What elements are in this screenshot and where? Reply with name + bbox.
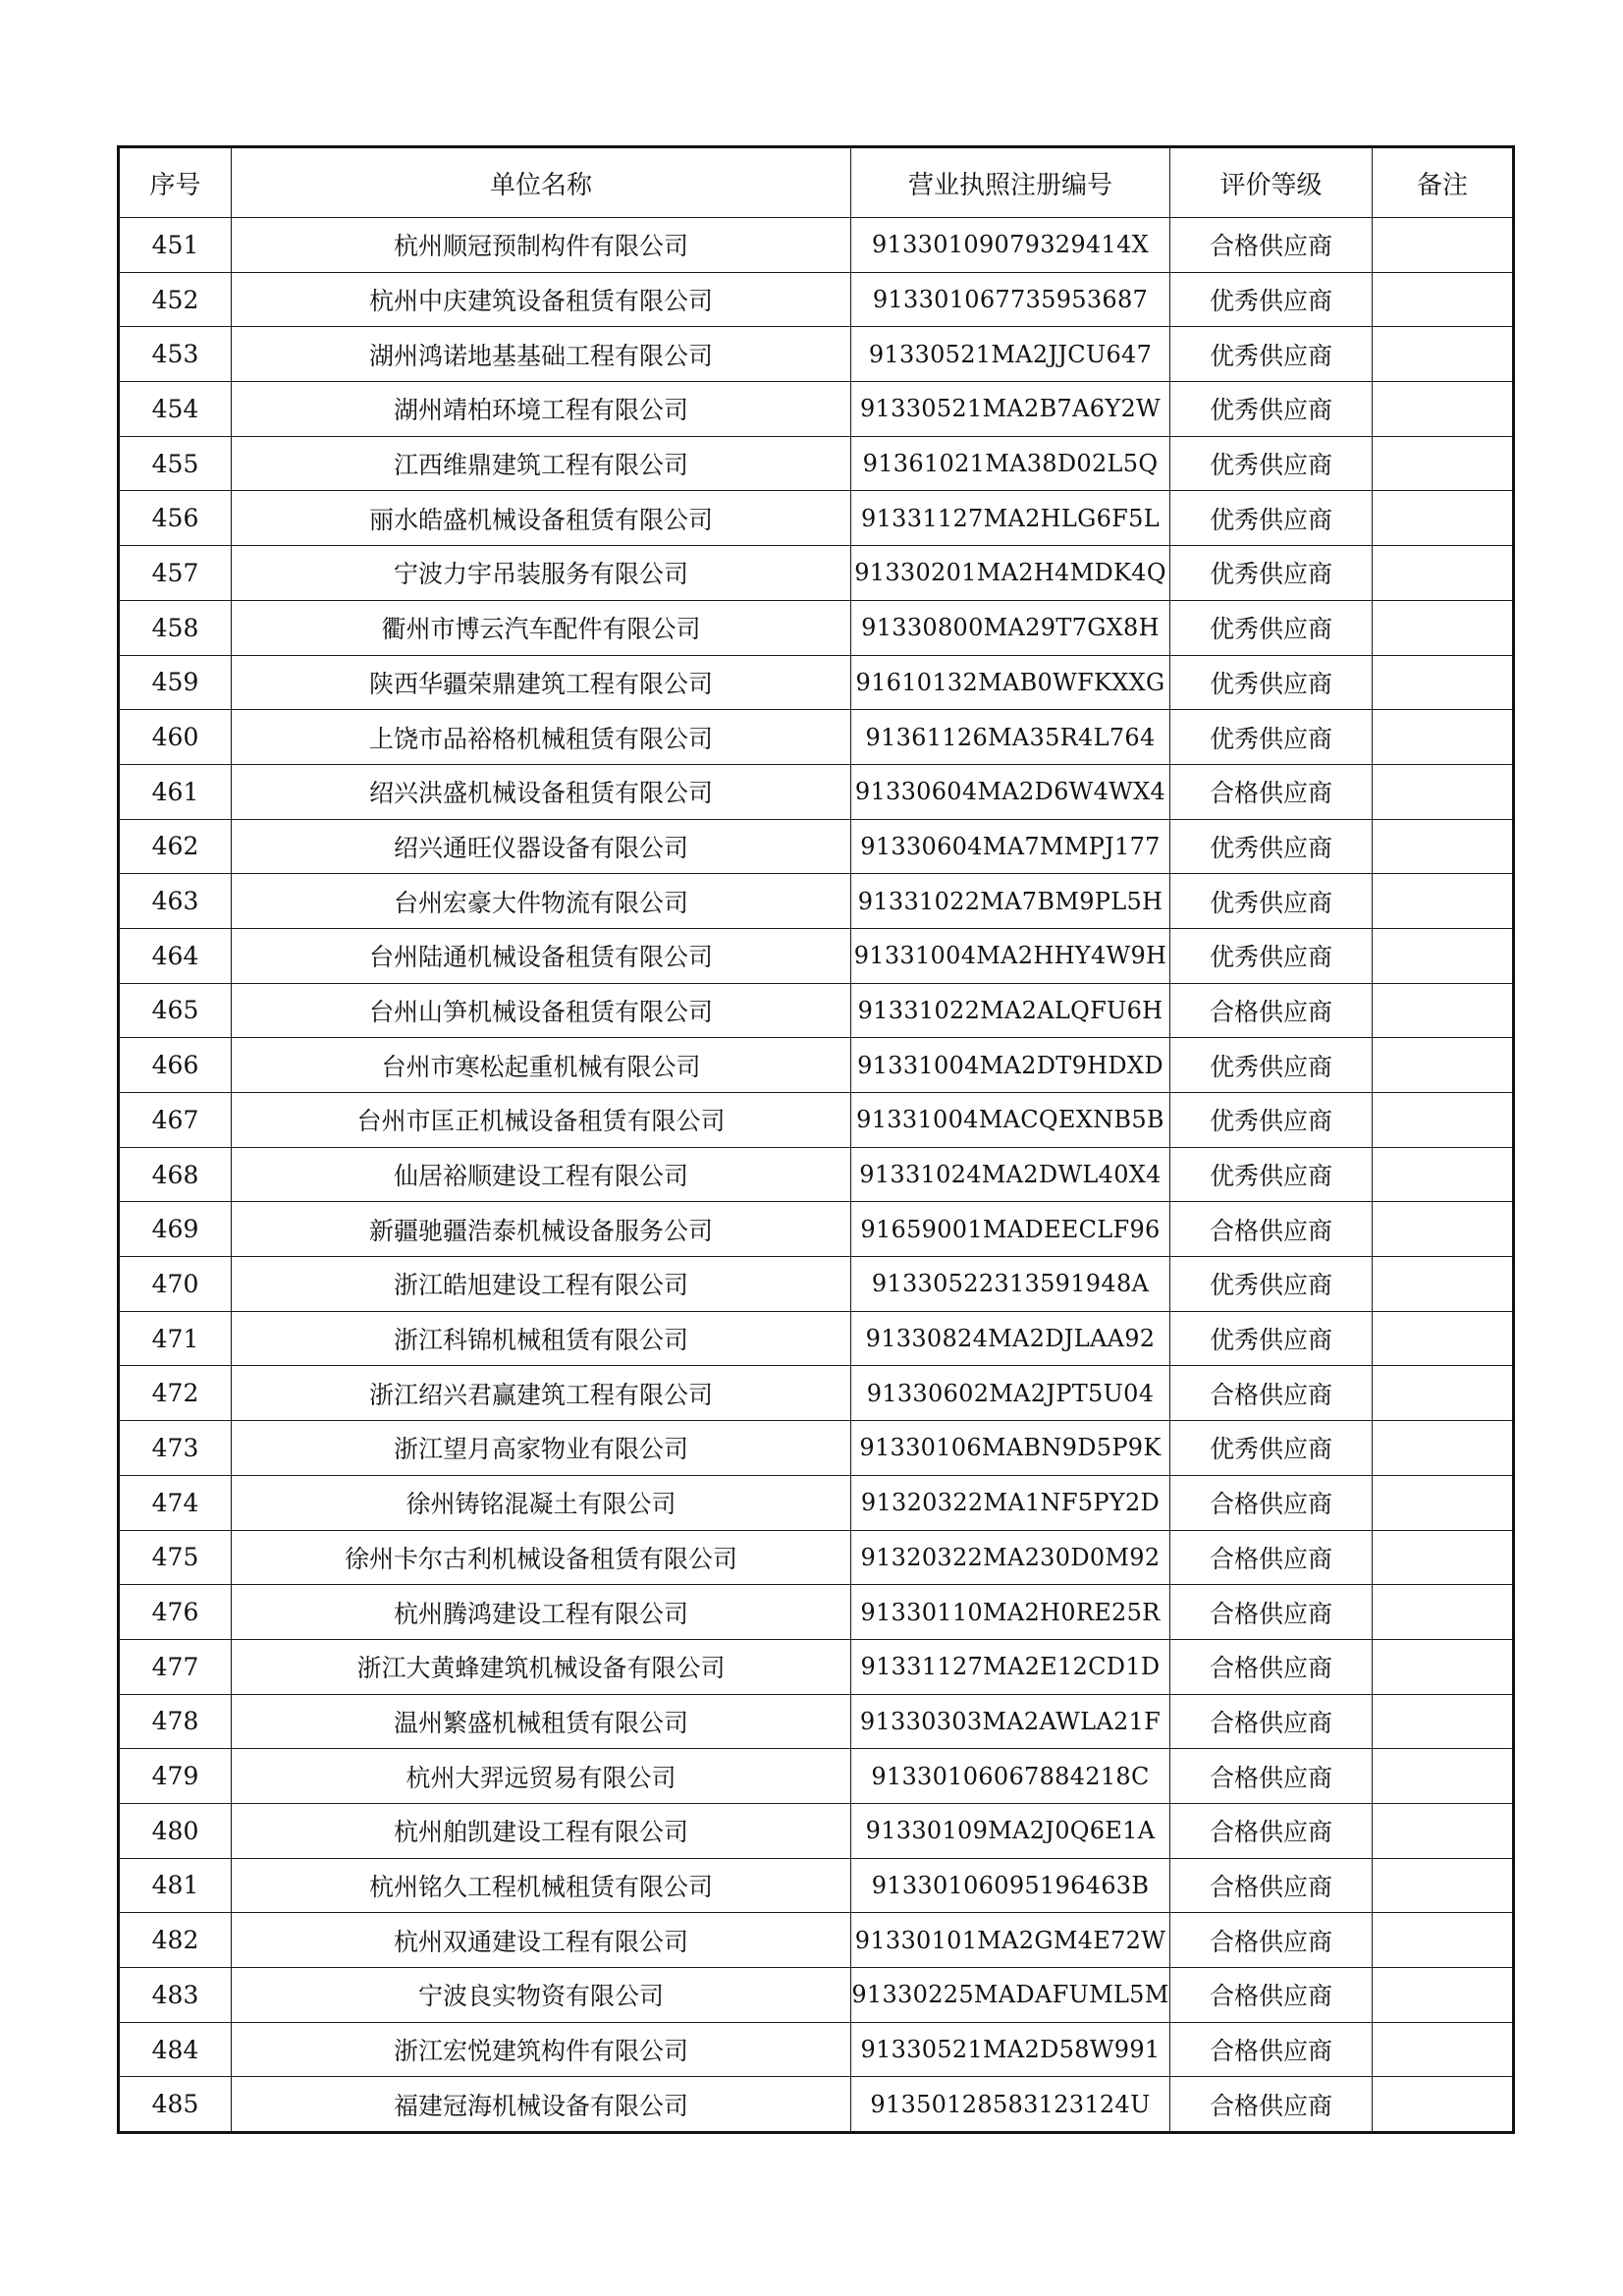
cell-index: 451 — [119, 218, 232, 273]
table-body — [119, 218, 1514, 2133]
table-row — [119, 327, 1514, 382]
cell-license-number: 91330106067884218C — [851, 1749, 1170, 1804]
table-row — [119, 436, 1514, 491]
cell-company-name: 新疆驰疆浩泰机械设备服务公司 — [232, 1202, 851, 1257]
table-row — [119, 874, 1514, 929]
cell-remarks — [1373, 1421, 1514, 1476]
cell-company-name: 湖州鸿诺地基基础工程有限公司 — [232, 327, 851, 382]
cell-remarks — [1373, 655, 1514, 710]
table-row — [119, 1038, 1514, 1093]
table-row — [119, 1257, 1514, 1312]
cell-remarks — [1373, 1585, 1514, 1640]
cell-grade: 合格供应商 — [1170, 1475, 1373, 1530]
cell-grade: 合格供应商 — [1170, 1530, 1373, 1585]
cell-license-number: 91330303MA2AWLA21F — [851, 1694, 1170, 1749]
cell-grade: 优秀供应商 — [1170, 874, 1373, 929]
cell-remarks — [1373, 1749, 1514, 1804]
cell-remarks — [1373, 1530, 1514, 1585]
cell-grade: 合格供应商 — [1170, 1585, 1373, 1640]
cell-company-name: 杭州大羿远贸易有限公司 — [232, 1749, 851, 1804]
cell-license-number: 91330101MA2GM4E72W — [851, 1913, 1170, 1968]
header-index: 序号 — [119, 147, 232, 218]
cell-grade: 合格供应商 — [1170, 1694, 1373, 1749]
cell-company-name: 绍兴洪盛机械设备租赁有限公司 — [232, 764, 851, 819]
cell-index: 463 — [119, 874, 232, 929]
header-name: 单位名称 — [232, 147, 851, 218]
cell-index: 484 — [119, 2022, 232, 2077]
cell-remarks — [1373, 1147, 1514, 1202]
table-row — [119, 1968, 1514, 2023]
cell-company-name: 丽水皓盛机械设备租赁有限公司 — [232, 491, 851, 546]
cell-grade: 合格供应商 — [1170, 218, 1373, 273]
cell-remarks — [1373, 1366, 1514, 1421]
cell-license-number: 91330522313591948A — [851, 1257, 1170, 1312]
cell-license-number: 91330604MA2D6W4WX4 — [851, 764, 1170, 819]
cell-license-number: 91361021MA38D02L5Q — [851, 436, 1170, 491]
cell-remarks — [1373, 1038, 1514, 1093]
table-row — [119, 1803, 1514, 1858]
table-header — [119, 147, 1514, 218]
table-row — [119, 1475, 1514, 1530]
cell-grade: 合格供应商 — [1170, 1366, 1373, 1421]
cell-remarks — [1373, 1202, 1514, 1257]
cell-grade: 优秀供应商 — [1170, 1311, 1373, 1366]
cell-license-number: 91331004MA2HHY4W9H — [851, 928, 1170, 983]
cell-license-number: 91331127MA2E12CD1D — [851, 1639, 1170, 1694]
cell-index: 455 — [119, 436, 232, 491]
cell-index: 462 — [119, 819, 232, 874]
header-license: 营业执照注册编号 — [851, 147, 1170, 218]
table-row — [119, 491, 1514, 546]
cell-grade: 合格供应商 — [1170, 983, 1373, 1038]
cell-grade: 合格供应商 — [1170, 2077, 1373, 2133]
cell-company-name: 台州山笋机械设备租赁有限公司 — [232, 983, 851, 1038]
cell-index: 468 — [119, 1147, 232, 1202]
cell-license-number: 91610132MAB0WFKXXG — [851, 655, 1170, 710]
cell-license-number: 91331004MACQEXNB5B — [851, 1093, 1170, 1148]
cell-remarks — [1373, 1803, 1514, 1858]
cell-license-number: 91330201MA2H4MDK4Q — [851, 546, 1170, 601]
cell-remarks — [1373, 1475, 1514, 1530]
table-row — [119, 1749, 1514, 1804]
table-row — [119, 272, 1514, 327]
header-grade: 评价等级 — [1170, 147, 1373, 218]
table-row — [119, 1639, 1514, 1694]
cell-grade: 合格供应商 — [1170, 1913, 1373, 1968]
cell-company-name: 台州陆通机械设备租赁有限公司 — [232, 928, 851, 983]
table-row — [119, 1421, 1514, 1476]
cell-remarks — [1373, 1257, 1514, 1312]
cell-index: 474 — [119, 1475, 232, 1530]
cell-index: 485 — [119, 2077, 232, 2133]
table-row — [119, 928, 1514, 983]
cell-grade: 优秀供应商 — [1170, 272, 1373, 327]
cell-remarks — [1373, 874, 1514, 929]
cell-grade: 合格供应商 — [1170, 1858, 1373, 1913]
cell-license-number: 91331022MA7BM9PL5H — [851, 874, 1170, 929]
cell-index: 466 — [119, 1038, 232, 1093]
cell-index: 452 — [119, 272, 232, 327]
cell-index: 471 — [119, 1311, 232, 1366]
cell-remarks — [1373, 710, 1514, 765]
cell-license-number: 91330106095196463B — [851, 1858, 1170, 1913]
cell-company-name: 徐州卡尔古利机械设备租赁有限公司 — [232, 1530, 851, 1585]
cell-company-name: 衢州市博云汽车配件有限公司 — [232, 600, 851, 655]
cell-grade: 优秀供应商 — [1170, 1257, 1373, 1312]
table-row — [119, 1202, 1514, 1257]
table-row — [119, 819, 1514, 874]
cell-index: 461 — [119, 764, 232, 819]
cell-remarks — [1373, 764, 1514, 819]
cell-license-number: 913301067735953687 — [851, 272, 1170, 327]
cell-index: 477 — [119, 1639, 232, 1694]
cell-license-number: 91330824MA2DJLAA92 — [851, 1311, 1170, 1366]
cell-grade: 优秀供应商 — [1170, 327, 1373, 382]
cell-license-number: 91330225MADAFUML5M — [851, 1968, 1170, 2023]
cell-remarks — [1373, 218, 1514, 273]
cell-grade: 合格供应商 — [1170, 1803, 1373, 1858]
cell-company-name: 浙江绍兴君赢建筑工程有限公司 — [232, 1366, 851, 1421]
cell-license-number: 91330604MA7MMPJ177 — [851, 819, 1170, 874]
cell-grade: 合格供应商 — [1170, 1202, 1373, 1257]
cell-remarks — [1373, 2077, 1514, 2133]
header-remarks: 备注 — [1373, 147, 1514, 218]
cell-remarks — [1373, 272, 1514, 327]
supplier-table — [117, 145, 1515, 2134]
cell-index: 458 — [119, 600, 232, 655]
table-row — [119, 1530, 1514, 1585]
cell-remarks — [1373, 1694, 1514, 1749]
cell-grade: 优秀供应商 — [1170, 600, 1373, 655]
cell-license-number: 91330110MA2H0RE25R — [851, 1585, 1170, 1640]
table-row — [119, 983, 1514, 1038]
cell-index: 467 — [119, 1093, 232, 1148]
cell-grade: 合格供应商 — [1170, 2022, 1373, 2077]
cell-company-name: 绍兴通旺仪器设备有限公司 — [232, 819, 851, 874]
table-row — [119, 1858, 1514, 1913]
cell-index: 480 — [119, 1803, 232, 1858]
table-row — [119, 1366, 1514, 1421]
cell-company-name: 浙江宏悦建筑构件有限公司 — [232, 2022, 851, 2077]
cell-grade: 优秀供应商 — [1170, 436, 1373, 491]
cell-company-name: 浙江皓旭建设工程有限公司 — [232, 1257, 851, 1312]
cell-index: 456 — [119, 491, 232, 546]
cell-remarks — [1373, 546, 1514, 601]
cell-index: 483 — [119, 1968, 232, 2023]
cell-company-name: 陕西华疆荣鼎建筑工程有限公司 — [232, 655, 851, 710]
cell-license-number: 91320322MA1NF5PY2D — [851, 1475, 1170, 1530]
cell-grade: 优秀供应商 — [1170, 1147, 1373, 1202]
cell-license-number: 91331127MA2HLG6F5L — [851, 491, 1170, 546]
cell-grade: 优秀供应商 — [1170, 819, 1373, 874]
cell-index: 460 — [119, 710, 232, 765]
cell-remarks — [1373, 436, 1514, 491]
table-row — [119, 218, 1514, 273]
cell-license-number: 91361126MA35R4L764 — [851, 710, 1170, 765]
cell-grade: 合格供应商 — [1170, 1749, 1373, 1804]
cell-company-name: 杭州舶凯建设工程有限公司 — [232, 1803, 851, 1858]
cell-grade: 优秀供应商 — [1170, 710, 1373, 765]
cell-grade: 优秀供应商 — [1170, 1421, 1373, 1476]
cell-index: 476 — [119, 1585, 232, 1640]
cell-company-name: 杭州顺冠预制构件有限公司 — [232, 218, 851, 273]
table-row — [119, 2022, 1514, 2077]
table-row — [119, 655, 1514, 710]
cell-company-name: 福建冠海机械设备有限公司 — [232, 2077, 851, 2133]
cell-company-name: 浙江大黄蜂建筑机械设备有限公司 — [232, 1639, 851, 1694]
cell-remarks — [1373, 1968, 1514, 2023]
cell-company-name: 宁波良实物资有限公司 — [232, 1968, 851, 2023]
cell-company-name: 台州市匡正机械设备租赁有限公司 — [232, 1093, 851, 1148]
cell-index: 459 — [119, 655, 232, 710]
cell-remarks — [1373, 382, 1514, 437]
table-row — [119, 1311, 1514, 1366]
table-row — [119, 764, 1514, 819]
cell-license-number: 91331022MA2ALQFU6H — [851, 983, 1170, 1038]
cell-grade: 优秀供应商 — [1170, 546, 1373, 601]
cell-index: 464 — [119, 928, 232, 983]
cell-company-name: 江西维鼎建筑工程有限公司 — [232, 436, 851, 491]
cell-license-number: 91330800MA29T7GX8H — [851, 600, 1170, 655]
cell-license-number: 91331004MA2DT9HDXD — [851, 1038, 1170, 1093]
cell-index: 465 — [119, 983, 232, 1038]
cell-remarks — [1373, 1913, 1514, 1968]
cell-company-name: 杭州腾鸿建设工程有限公司 — [232, 1585, 851, 1640]
cell-license-number: 91320322MA230D0M92 — [851, 1530, 1170, 1585]
cell-license-number: 91330521MA2B7A6Y2W — [851, 382, 1170, 437]
cell-company-name: 台州市寒松起重机械有限公司 — [232, 1038, 851, 1093]
cell-company-name: 徐州铸铭混凝土有限公司 — [232, 1475, 851, 1530]
table-row — [119, 1147, 1514, 1202]
cell-license-number: 91331024MA2DWL40X4 — [851, 1147, 1170, 1202]
cell-index: 453 — [119, 327, 232, 382]
cell-license-number: 91330109079329414X — [851, 218, 1170, 273]
cell-index: 457 — [119, 546, 232, 601]
cell-remarks — [1373, 2022, 1514, 2077]
cell-index: 473 — [119, 1421, 232, 1476]
cell-index: 479 — [119, 1749, 232, 1804]
cell-company-name: 浙江望月高家物业有限公司 — [232, 1421, 851, 1476]
cell-company-name: 台州宏豪大件物流有限公司 — [232, 874, 851, 929]
cell-index: 470 — [119, 1257, 232, 1312]
table-row — [119, 546, 1514, 601]
cell-license-number: 91350128583123124U — [851, 2077, 1170, 2133]
cell-index: 481 — [119, 1858, 232, 1913]
cell-license-number: 91330106MABN9D5P9K — [851, 1421, 1170, 1476]
cell-grade: 合格供应商 — [1170, 1639, 1373, 1694]
cell-company-name: 浙江科锦机械租赁有限公司 — [232, 1311, 851, 1366]
table-row — [119, 600, 1514, 655]
cell-remarks — [1373, 327, 1514, 382]
cell-grade: 合格供应商 — [1170, 764, 1373, 819]
cell-grade: 优秀供应商 — [1170, 928, 1373, 983]
cell-grade: 合格供应商 — [1170, 1968, 1373, 2023]
cell-remarks — [1373, 928, 1514, 983]
cell-company-name: 杭州铭久工程机械租赁有限公司 — [232, 1858, 851, 1913]
cell-remarks — [1373, 1858, 1514, 1913]
cell-company-name: 温州繁盛机械租赁有限公司 — [232, 1694, 851, 1749]
cell-remarks — [1373, 1639, 1514, 1694]
cell-grade: 优秀供应商 — [1170, 1038, 1373, 1093]
cell-index: 478 — [119, 1694, 232, 1749]
cell-license-number: 91330521MA2JJCU647 — [851, 327, 1170, 382]
table-row — [119, 1913, 1514, 1968]
cell-index: 454 — [119, 382, 232, 437]
cell-company-name: 杭州双通建设工程有限公司 — [232, 1913, 851, 1968]
cell-index: 475 — [119, 1530, 232, 1585]
header-row — [119, 147, 1514, 218]
table-row — [119, 382, 1514, 437]
cell-remarks — [1373, 1311, 1514, 1366]
cell-company-name: 上饶市品裕格机械租赁有限公司 — [232, 710, 851, 765]
cell-license-number: 91330109MA2J0Q6E1A — [851, 1803, 1170, 1858]
cell-remarks — [1373, 819, 1514, 874]
cell-index: 469 — [119, 1202, 232, 1257]
cell-grade: 优秀供应商 — [1170, 382, 1373, 437]
table-row — [119, 1585, 1514, 1640]
table-row — [119, 2077, 1514, 2133]
table-row — [119, 710, 1514, 765]
cell-license-number: 91330602MA2JPT5U04 — [851, 1366, 1170, 1421]
cell-index: 482 — [119, 1913, 232, 1968]
cell-index: 472 — [119, 1366, 232, 1421]
cell-company-name: 杭州中庆建筑设备租赁有限公司 — [232, 272, 851, 327]
table-row — [119, 1093, 1514, 1148]
cell-grade: 优秀供应商 — [1170, 655, 1373, 710]
cell-grade: 优秀供应商 — [1170, 491, 1373, 546]
cell-remarks — [1373, 491, 1514, 546]
cell-license-number: 91659001MADEECLF96 — [851, 1202, 1170, 1257]
cell-grade: 优秀供应商 — [1170, 1093, 1373, 1148]
cell-company-name: 湖州靖柏环境工程有限公司 — [232, 382, 851, 437]
cell-remarks — [1373, 983, 1514, 1038]
cell-license-number: 91330521MA2D58W991 — [851, 2022, 1170, 2077]
table-row — [119, 1694, 1514, 1749]
cell-company-name: 仙居裕顺建设工程有限公司 — [232, 1147, 851, 1202]
cell-remarks — [1373, 1093, 1514, 1148]
cell-remarks — [1373, 600, 1514, 655]
cell-company-name: 宁波力宇吊装服务有限公司 — [232, 546, 851, 601]
